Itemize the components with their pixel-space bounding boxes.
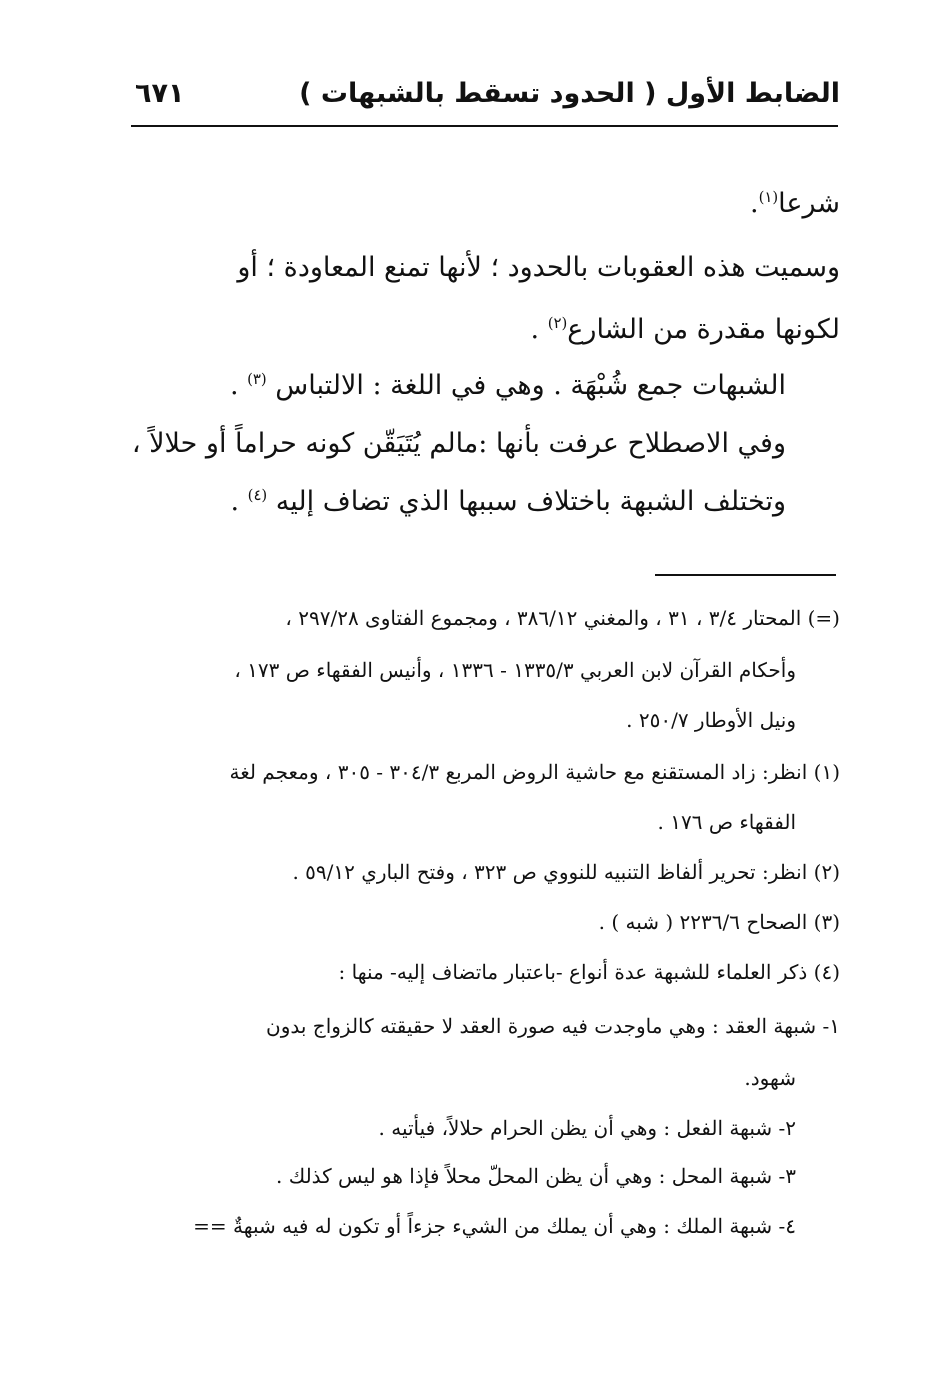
- footnote-line-5: الفقهاء ص ١٧٦ .: [657, 810, 796, 834]
- main-line-text: لكونها مقدرة من الشارع: [567, 314, 840, 345]
- footnote-line-12: ٣- شبهة المحل : وهي أن يظن المحلّ محلاً فإذا هو ليس كذلك .: [276, 1164, 796, 1188]
- main-line-text: وتختلف الشبهة باختلاف سببها الذي تضاف إليه: [267, 486, 786, 517]
- footnote-line-8: (٤) ذكر العلماء للشبهة عدة أنواع -باعتبار ماتضاف إليه- منها :: [338, 960, 840, 984]
- page-number: ٦٧١: [135, 78, 185, 109]
- main-line-tail: .: [749, 188, 759, 219]
- main-line-3: [531, 314, 840, 345]
- footnote-line-11: ٢- شبهة الفعل : وهي أن يظن الحرام حلالاً، فيأتيه .: [378, 1116, 796, 1140]
- footnote-line-13: ٤- شبهة الملك : وهي أن يملك من الشيء جزءاً أو تكون له فيه شبهةٌ ==: [193, 1214, 796, 1238]
- main-line-text: الشبهات جمع شُبْهَة . وهي في اللغة : الالتباس: [266, 370, 786, 401]
- footnote-ref-4: (٤): [247, 486, 268, 504]
- header-rule: [131, 125, 838, 127]
- main-line-text: وسميت هذه العقوبات بالحدود ؛ لأنها تمنع المعاودة ؛ أو: [237, 252, 840, 283]
- footnote-line-6: (٢) انظر: تحرير ألفاظ التنبيه للنووي ص ٣٢٣ ، وفتح الباري ٥٩/١٢ .: [292, 860, 840, 884]
- footnote-ref-3: (٣): [247, 370, 267, 388]
- main-line-6: [230, 486, 786, 517]
- main-line-1: [750, 188, 840, 219]
- main-line-2: [237, 252, 840, 283]
- footnote-separator: [655, 574, 836, 576]
- footnote-line-9: ١- شبهة العقد : وهي ماوجدت فيه صورة العقد لا حقيقته كالزواج بدون: [266, 1014, 840, 1038]
- main-line-tail: .: [230, 486, 248, 517]
- footnote-line-1: (=) المحتار ٣/٤ ، ٣١ ، والمغني ٣٨٦/١٢ ، ومجموع الفتاوى ٢٩٧/٢٨ ،: [285, 606, 840, 630]
- footnote-line-7: (٣) الصحاح ٢٢٣٦/٦ ( شبه ) .: [598, 910, 840, 934]
- main-line-tail: .: [229, 370, 248, 401]
- main-line-5: [132, 428, 786, 459]
- main-line-tail: .: [530, 314, 548, 345]
- footnote-line-10: شهود.: [744, 1066, 796, 1090]
- main-line-text: وفي الاصطلاح عرفت بأنها :مالم يُتَيَقّن كونه حراماً أو حلالاً ،: [131, 428, 786, 459]
- footnote-ref-2: (٢): [547, 314, 568, 332]
- footnote-line-3: ونيل الأوطار ٢٥٠/٧ .: [626, 708, 796, 732]
- footnote-line-4: (١) انظر: زاد المستقنع مع حاشية الروض المربع ٣٠٤/٣ - ٣٠٥ ، ومعجم لغة: [229, 760, 840, 784]
- main-line-4: [230, 370, 786, 401]
- main-line-text: شرعا: [778, 188, 840, 219]
- running-header-title: الضابط الأول ( الحدود تسقط بالشبهات ): [299, 78, 840, 109]
- footnote-line-2: وأحكام القرآن لابن العربي ١٣٣٥/٣ - ١٣٣٦ ، وأنيس الفقهاء ص ١٧٣ ،: [234, 658, 796, 682]
- footnote-ref-1: (١): [758, 188, 779, 206]
